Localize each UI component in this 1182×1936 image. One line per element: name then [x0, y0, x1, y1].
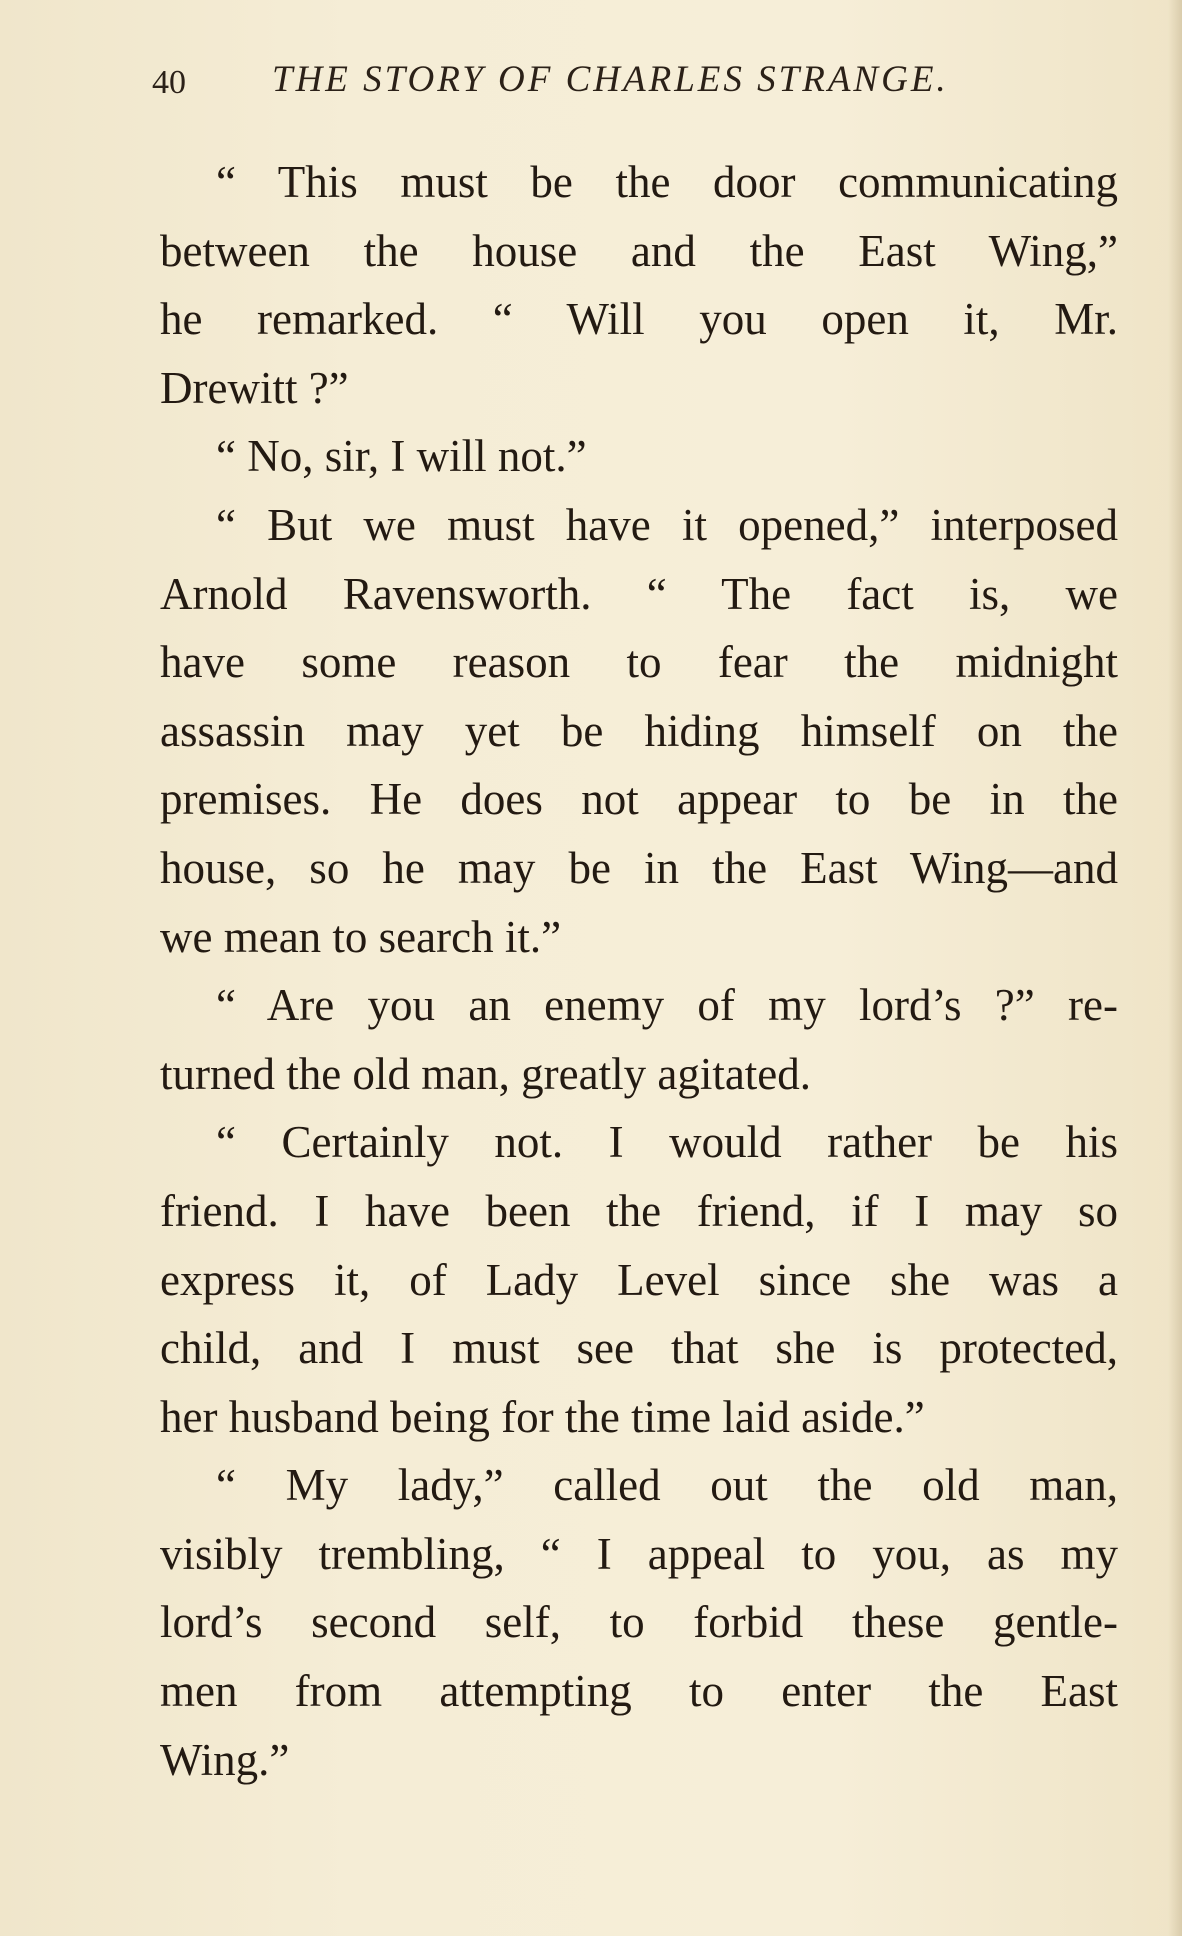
page-edge-shadow: [1168, 0, 1182, 1936]
text-line: have some reason to fear the midnight: [160, 637, 1118, 688]
body-text: [160, 148, 1118, 1794]
text-line: turned the old man, greatly agitated.: [160, 1048, 812, 1099]
text-line: Arnold Ravensworth. “ The fact is, we: [160, 568, 1118, 619]
text-line: assassin may yet be hiding himself on the: [160, 705, 1118, 756]
text-line: friend. I have been the friend, if I may so: [160, 1185, 1118, 1236]
text-line: “ No, sir, I will not.”: [216, 431, 587, 482]
text-line: Wing.”: [160, 1734, 290, 1785]
text-line: “ This must be the door communicating: [216, 157, 1118, 207]
text-line: “ My lady,” called out the old man,: [216, 1460, 1118, 1511]
text-line: premises. He does not appear to be in the: [160, 774, 1118, 825]
page-header: [152, 58, 1012, 108]
text-line: “ But we must have it opened,” interposed: [216, 499, 1118, 550]
text-line: men from attempting to enter the East: [160, 1666, 1118, 1717]
text-line: he remarked. “ Will you open it, Mr.: [160, 294, 1118, 345]
text-line: Drewitt ?”: [160, 362, 349, 413]
running-title: THE STORY OF CHARLES STRANGE.: [272, 59, 949, 100]
text-line: lord’s second self, to forbid these gentle-: [160, 1597, 1118, 1648]
text-line: house, so he may be in the East Wing—and: [160, 842, 1118, 893]
text-line: “ Certainly not. I would rather be his: [216, 1117, 1118, 1168]
page-number: 40: [152, 64, 186, 101]
text-line: visibly trembling, “ I appeal to you, as my: [160, 1528, 1118, 1579]
text-line: “ Are you an enemy of my lord’s ?” re-: [216, 980, 1118, 1031]
text-line: we mean to search it.”: [160, 911, 562, 962]
text-line: her husband being for the time laid aside.”: [160, 1391, 925, 1442]
text-line: between the house and the East Wing,”: [160, 225, 1118, 276]
text-line: child, and I must see that she is protected,: [160, 1323, 1118, 1374]
text-line: express it, of Lady Level since she was a: [160, 1254, 1118, 1305]
